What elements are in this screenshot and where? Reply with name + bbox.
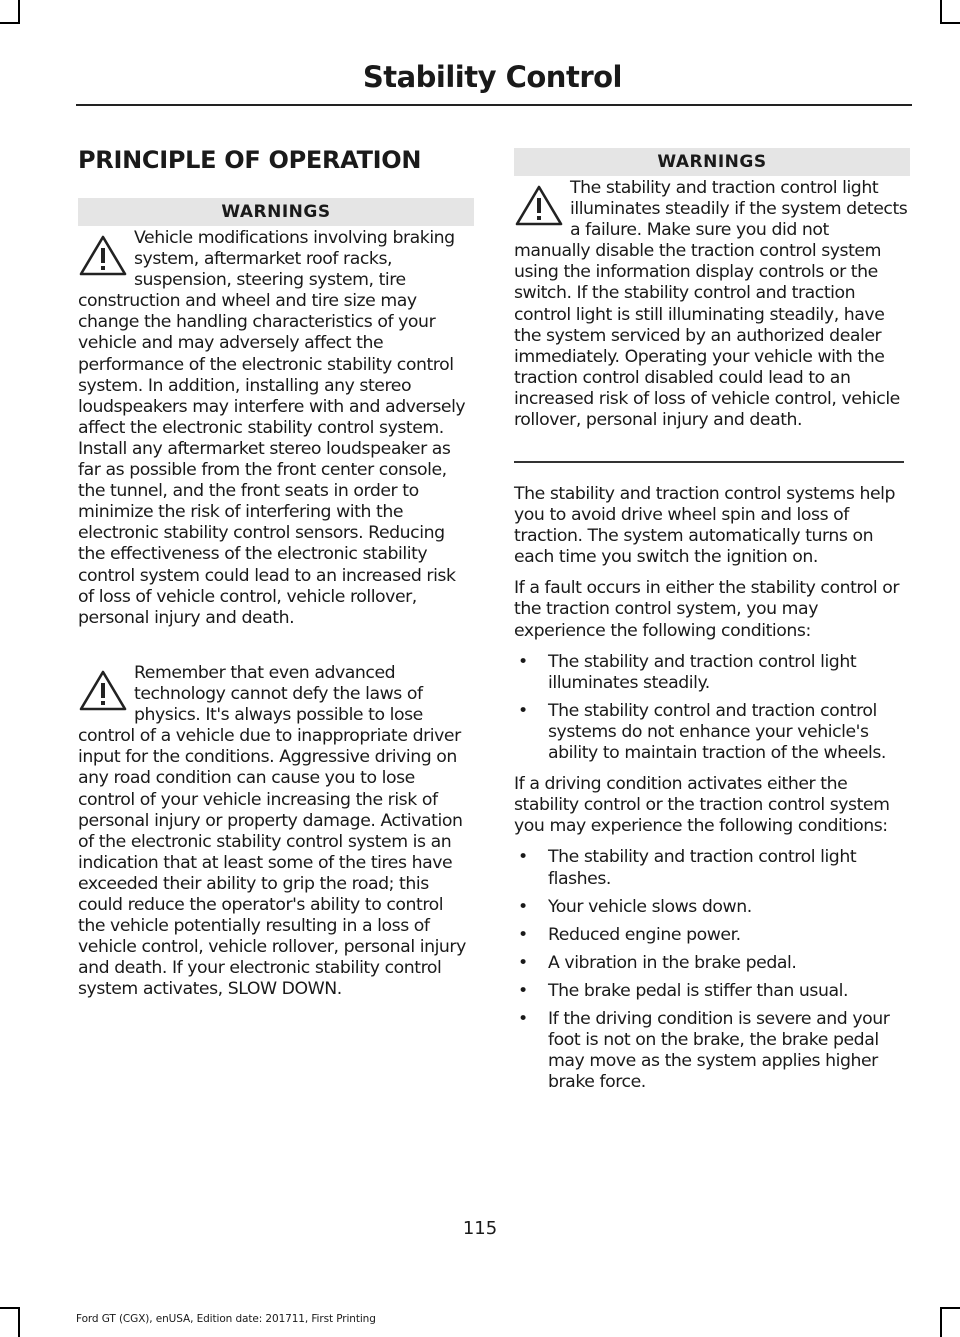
list-item: • Your vehicle slows down. bbox=[518, 896, 752, 917]
warning-text: Remember that even advanced technology cannot defy the laws of physics. It's always possible to lose control of a vehicle due to inappropriate driver input for the conditions. Aggressive driving on any road condition can cause you to lose control of your vehicle increasing the risk of personal injury or property damage. Activation of the electronic stability control system is an indication that at least some of the tires have exceeded their ability to grip the road; this could reduce the operator's ability to control the vehicle potentially resulting in a loss of vehicle control, vehicle rollover, personal injury and death. If your electronic stability control system activates, SLOW DOWN. bbox=[78, 663, 466, 1000]
warning-triangle-icon bbox=[514, 184, 564, 228]
list-item: • The brake pedal is stiffer than usual. bbox=[518, 980, 849, 1001]
bullet-list bbox=[514, 847, 910, 1093]
list-item: • The stability and traction control light flashes. bbox=[518, 847, 857, 889]
warning-block bbox=[514, 178, 910, 431]
crop-mark bbox=[18, 1307, 20, 1337]
crop-mark bbox=[0, 1307, 20, 1309]
list-item: • The stability and traction control light illuminates steadily. bbox=[518, 651, 857, 693]
body-text bbox=[514, 484, 910, 1103]
list-item: • The stability control and traction control systems do not enhance your vehicle's ability to maintain traction of the wheels. bbox=[518, 700, 886, 764]
warning-triangle-icon bbox=[78, 234, 128, 278]
page-number: 115 bbox=[462, 1218, 498, 1239]
warning-text: Vehicle modifications involving braking system, aftermarket roof racks, suspension, steering system, tire construction and wheel and tire size may change the handling characteristics of your vehicle and may adversely affect the performance of the electronic stability control system. In addition, installing any stereo loudspeakers may interfere with and adversely affect the electronic stability control system. Install any aftermarket stereo loudspeaker as far as possible from the front center console, the tunnel, and the front seats in order to minimize the risk of interfering with the electronic stability control sensors. Reducing the effectiveness of the electronic stability control system could lead to an increased risk of loss of vehicle control, vehicle rollover, personal injury and death. bbox=[78, 228, 466, 628]
list-item: • Reduced engine power. bbox=[518, 924, 741, 945]
warning-triangle-icon bbox=[78, 669, 128, 713]
warnings-header: WARNINGS bbox=[514, 148, 910, 176]
bullet-glyph: • bbox=[518, 651, 528, 672]
list-item: • A vibration in the brake pedal. bbox=[518, 952, 797, 973]
bullet-glyph: • bbox=[518, 980, 528, 1001]
bullet-glyph: • bbox=[518, 924, 528, 945]
page-header-title: Stability Control bbox=[362, 60, 622, 94]
paragraph: The stability and traction control systems help you to avoid drive wheel spin and loss of traction. The system automatically turns on each time you switch the ignition on. bbox=[514, 484, 896, 568]
bullet-glyph: • bbox=[518, 896, 528, 917]
crop-mark bbox=[0, 22, 20, 24]
list-item: • If the driving condition is severe and your foot is not on the brake, the brake pedal may move as the system applies higher brake force. bbox=[518, 1008, 890, 1093]
crop-mark bbox=[940, 1307, 960, 1309]
warnings-header: WARNINGS bbox=[78, 198, 474, 226]
crop-mark bbox=[940, 1307, 942, 1337]
bullet-list bbox=[514, 652, 910, 764]
bullet-glyph: • bbox=[518, 700, 528, 721]
header-divider bbox=[76, 104, 912, 106]
crop-mark bbox=[940, 0, 942, 22]
crop-mark bbox=[18, 0, 20, 22]
warning-block bbox=[78, 228, 474, 629]
paragraph: If a fault occurs in either the stability control or the traction control system, you may experience the following conditions: bbox=[514, 578, 899, 641]
bullet-glyph: • bbox=[518, 847, 528, 868]
bullet-glyph: • bbox=[518, 1008, 528, 1029]
edition-footer: Ford GT (CGX), enUSA, Edition date: 201711, First Printing bbox=[76, 1313, 376, 1325]
warnings-end-divider bbox=[514, 461, 904, 463]
paragraph: If a driving condition activates either the stability control or the traction control system you may experience the following conditions: bbox=[514, 774, 890, 837]
section-heading: PRINCIPLE OF OPERATION bbox=[78, 146, 422, 174]
warning-text: The stability and traction control light illuminates steadily if the system detects a failure. Make sure you did not manually disable the traction control system using the information display controls or the switch. If the stability control and traction control light is still illuminating steadily, have the system serviced by an authorized dealer immediately. Operating your vehicle with the traction control disabled could lead to an increased risk of loss of vehicle control, vehicle rollover, personal injury and death. bbox=[514, 178, 908, 431]
bullet-glyph: • bbox=[518, 952, 528, 973]
crop-mark bbox=[940, 22, 960, 24]
warning-block bbox=[78, 663, 474, 1001]
